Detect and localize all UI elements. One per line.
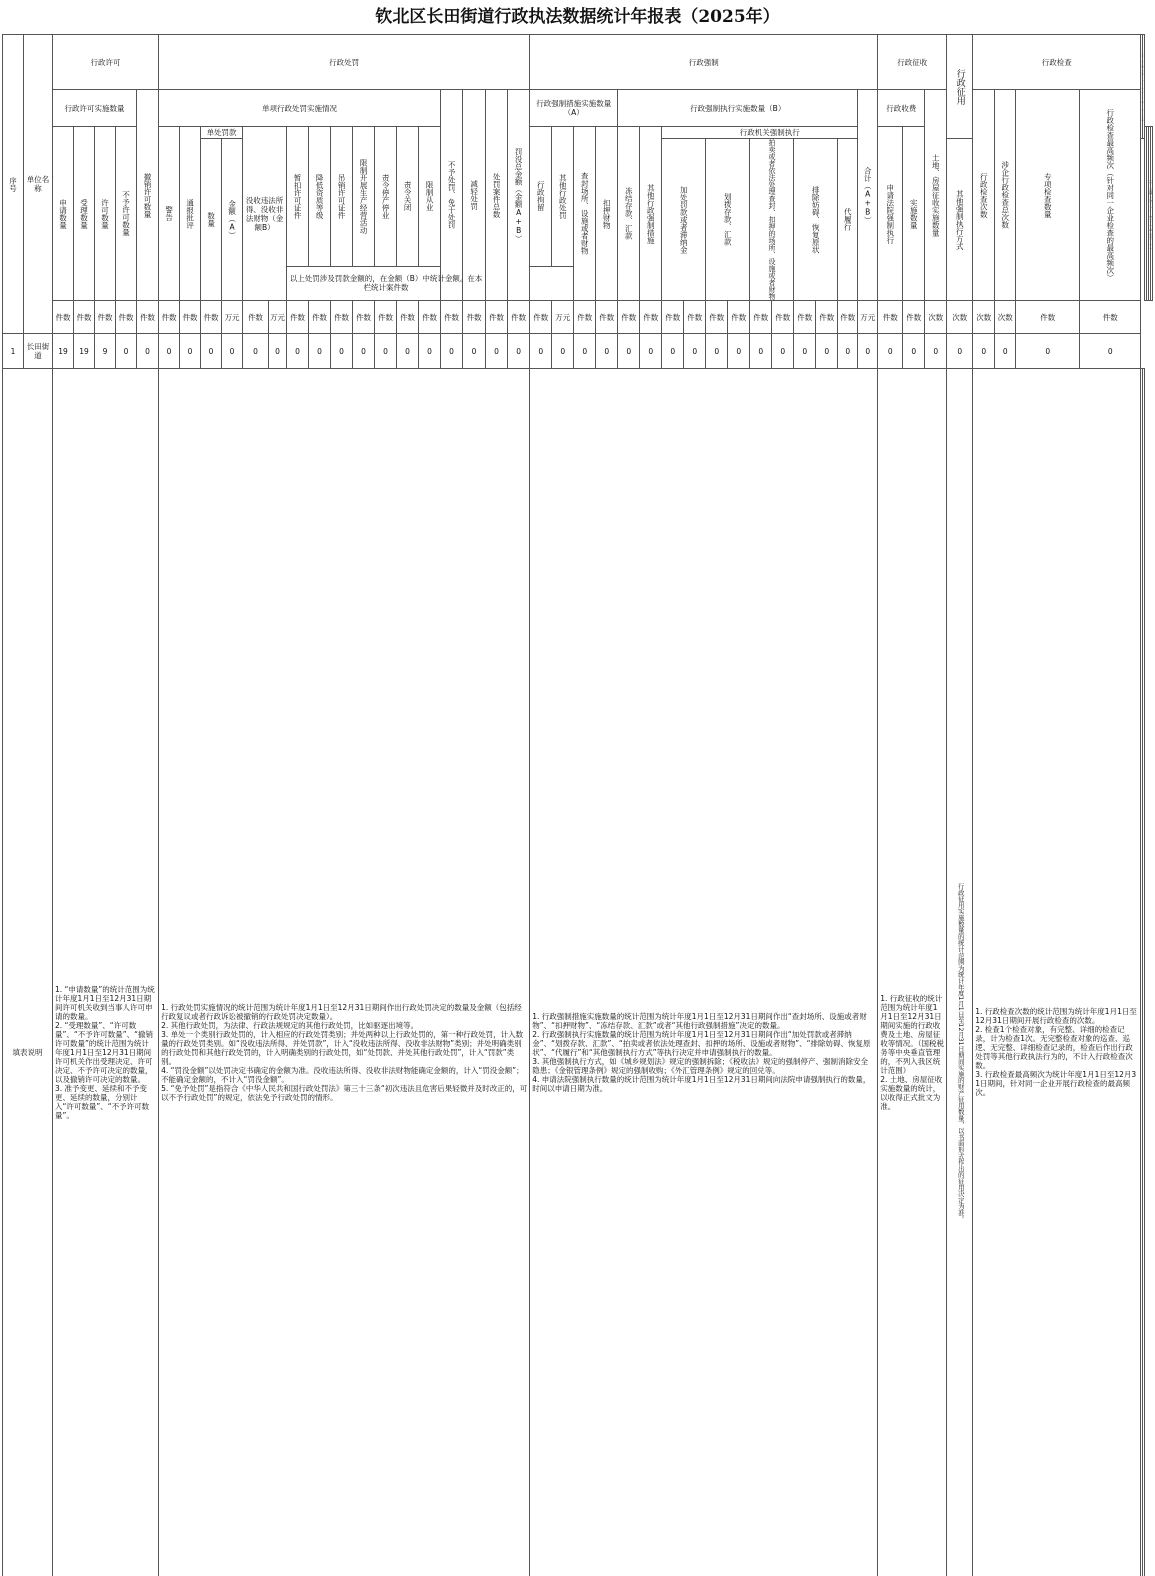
unit-cell: 件数 <box>243 301 269 334</box>
col-other-exec: 其他强制执行方式 <box>947 139 973 301</box>
value-cell: 0 <box>287 334 309 369</box>
col-insp-ent: 涉企行政检查总次数 <box>995 90 1016 301</box>
value-cell: 0 <box>222 334 243 369</box>
value-cell: 0 <box>309 334 331 369</box>
value-cell: 0 <box>1080 334 1141 369</box>
unit-cell: 次数 <box>995 301 1016 334</box>
unit-cell: 件数 <box>309 301 331 334</box>
col-revoke: 撤销许可数量 <box>137 90 159 301</box>
note-licensing: 1. “申请数量”的统计范围为统计年度1月1日至12月31日期间许可机关收到当事人许可申请的数量。 2. “受理数量”、“许可数量”、“不予许可数量”、“撤销许可数量”的统计范围为统计年度1月1日至12月31日期间许可机关作出受理决定、许可决定、不予许可决定的数量，以及撤销许可决定的数量。 3. 准予变更、延续和不予变更、延续的数量，分别计入“许可数量”、“不予许可数量”。 <box>53 369 159 1576</box>
unit-cell: 件数 <box>1080 301 1141 334</box>
value-cell: 0 <box>596 334 618 369</box>
value-cell: 0 <box>618 334 640 369</box>
col-stop-prod: 责令停产停业 <box>375 127 397 267</box>
unit-cell: 件数 <box>706 301 728 334</box>
sub-pen-fine: 单处罚款 <box>201 127 243 139</box>
value-cell: 0 <box>116 334 137 369</box>
value-cell: 0 <box>816 334 838 369</box>
unit-cell: 件数 <box>640 301 662 334</box>
col-restrict-prod: 限制开展生产经营活动 <box>353 127 375 267</box>
notes-label: 填表说明 <box>3 369 53 1576</box>
value-cell: 0 <box>973 334 995 369</box>
col-land-levy: 土地、房屋征收实施数量 <box>925 90 947 301</box>
unit-cell: 件数 <box>95 301 116 334</box>
value-cell: 19 <box>53 334 74 369</box>
value-cell: 0 <box>180 334 201 369</box>
col-court: 申请法院强制执行 <box>878 127 903 301</box>
value-cell: 0 <box>159 334 180 369</box>
col-downgrade: 降低资质等级 <box>309 127 331 267</box>
unit-cell: 件数 <box>1016 301 1080 334</box>
value-cell: 9 <box>95 334 116 369</box>
value-cell: 0 <box>331 334 353 369</box>
unit-cell: 件数 <box>287 301 309 334</box>
note-inspection: 1. 行政检查次数的统计范围为统计年度1月1日至12月31日期间开展行政检查的次数。 2. 检查1个检查对象，有完整、详细的检查记录，计为检查1次。无完整检查对象的巡查、巡逻、无完整、详细检查记录的，检查后作出行政处罚等其他行政执法行为的，不计入行政检查次数。 3. 行政检查最高频次为统计年度1月1日至12月31日期间，针对同一企业开展行政检查的最高频次。 <box>973 369 1141 1576</box>
group-levy: 行政征收 <box>878 35 947 90</box>
unit-cell: 件数 <box>530 301 552 334</box>
col-lighter: 减轻处罚 <box>463 90 486 301</box>
report-title: 钦北区长田街道行政执法数据统计年报表（2025年） <box>0 0 1155 34</box>
unit-cell: 万元 <box>858 301 878 334</box>
value-cell: 0 <box>878 334 903 369</box>
unit-cell: 万元 <box>552 301 574 334</box>
col-confiscate: 没收违法所得、没收非法财物（金额B） <box>243 127 287 301</box>
value-cell: 0 <box>552 334 574 369</box>
value-cell: 0 <box>137 334 159 369</box>
col-seize: 扣押财物 <box>596 127 618 301</box>
value-cell: 0 <box>1016 334 1080 369</box>
col-seal: 查封场所、设施或者财物 <box>574 127 596 301</box>
table-row <box>3 334 1153 369</box>
unit-cell: 件数 <box>508 301 530 334</box>
col-auction: 拍卖或者依法处理查封、扣押的场所、设施或者财物 <box>750 139 794 301</box>
unit-header: 单位名称 <box>24 35 53 334</box>
group-penalty: 行政处罚 <box>159 35 530 90</box>
value-cell: 0 <box>858 334 878 369</box>
unit-cell: 件数 <box>159 301 180 334</box>
value-cell: 0 <box>201 334 222 369</box>
unit-cell: 件数 <box>74 301 95 334</box>
value-cell: 0 <box>684 334 706 369</box>
value-cell: 0 <box>728 334 750 369</box>
col-fine-num: 数量 <box>201 139 222 301</box>
value-cell: 0 <box>772 334 794 369</box>
value-cell: 0 <box>662 334 684 369</box>
unit-cell: 件数 <box>419 301 441 334</box>
col-insp-special: 专项检查数量 <box>1016 90 1080 301</box>
col-suspend-license: 暂扣许可证件 <box>287 127 309 267</box>
col-conf-num <box>1151 127 1153 301</box>
stats-table <box>2 34 1153 1576</box>
unit-cell: 件数 <box>137 301 159 334</box>
note-penalty: 1. 行政处罚实施情况的统计范围为统计年度1月1日至12月31日期间作出行政处罚决定的数量及金额（包括经行政复议或者行政诉讼被撤销的行政处罚决定数量）。 2. 其他行政处罚，为法律、行政法规规定的其他行政处罚，比如驱逐出境等。 3. 单处一个类别行政处罚的，计入相应的行政处罚类别；并处两种以上行政处罚的，第一种行政处罚，计入数量的行政处罚类别。如“没收违法所得、并处罚款”，计入“没收违法所得、没收非法财物”类别；并处明确类别的行政处罚和其他行政处罚的，计入明确类别的行政处罚，如“处罚款、并处其他行政处罚”，计入“罚款”类别。 4. “罚没金额”以处罚决定书确定的金额为准。没收违法所得、没收非法财物能确定金额的，计入“罚没金额”；不能确定金额的，不计入“罚没金额”。 5. “免予处罚”是指符合《中华人民共和国行政处罚法》第三十三条“初次违法且危害后果轻微并及时改正的，可以不予行政处罚”的规定，依法免予行政处罚的情形。 <box>159 369 530 1576</box>
row-unit: 长田街道 <box>24 334 53 369</box>
col-warn: 警告 <box>159 127 180 301</box>
seq-header: 序号 <box>3 35 24 334</box>
col-other-pen: 其他行政处罚 <box>552 127 574 267</box>
unit-cell: 件数 <box>353 301 375 334</box>
col-fee-num: 实施数量 <box>903 127 925 301</box>
value-cell: 0 <box>486 334 508 369</box>
unit-cell: 件数 <box>53 301 74 334</box>
group-licensing: 行政许可 <box>53 35 159 90</box>
note-enforcement: 1. 行政强制措施实施数量的统计范围为统计年度1月1日至12月31日期间作出“查封场所、设施或者财物”、“扣押财物”、“冻结存款、汇款”或者“其他行政强制措施”决定的数量。 2. 行政强制执行实施数量的统计范围为统计年度1月1日至12月31日期间作出“加处罚款或者滞纳金”、“划拨存款、汇款”、“拍卖或者依法处理查封、扣押的场所、设施或者财物”、“排除妨碍、恢复原状”、“代履行”和“其他强制执行方式”等执行决定并申请强制执行的数量。 3. 其他强制执行方式，如《城乡规划法》规定的强制拆除；《税收法》规定的强制停产、强制消除安全隐患；《金银管理条例》规定的强制收购；《外汇管理条例》规定的回兑等。 4. 申请法院强制执行数量的统计范围为统计年度1月1日至12月31日期间向法院申请强制执行的数量，时间以申请日期为准。 <box>530 369 878 1576</box>
sub-enf-measure: 行政强制措施实施数量（A） <box>530 90 618 127</box>
unit-cell: 次数 <box>925 301 947 334</box>
col-detain: 行政拘留 <box>530 127 552 267</box>
sub-levy-fee: 行政收费 <box>878 90 925 127</box>
unit-cell: 件数 <box>794 301 816 334</box>
value-cell: 0 <box>353 334 375 369</box>
value-cell: 0 <box>419 334 441 369</box>
col-late-fee: 加处罚款或者滞纳金 <box>662 139 706 301</box>
unit-cell: 件数 <box>618 301 640 334</box>
unit-cell: 件数 <box>903 301 925 334</box>
col-accept: 受理数量 <box>74 127 95 301</box>
col-grant: 许可数量 <box>95 127 116 301</box>
unit-cell: 件数 <box>728 301 750 334</box>
row-seq: 1 <box>3 334 24 369</box>
value-cell: 0 <box>243 334 269 369</box>
unit-cell: 件数 <box>201 301 222 334</box>
unit-cell: 次数 <box>947 301 973 334</box>
unit-cell: 件数 <box>463 301 486 334</box>
unit-cell: 万元 <box>222 301 243 334</box>
col-restrict-job: 限制从业 <box>419 127 441 267</box>
col-substitute: 代履行 <box>838 139 858 301</box>
value-cell: 0 <box>903 334 925 369</box>
col-fine-total: 罚没总金额（金额A+B） <box>508 90 530 301</box>
col-remove: 排除妨碍、恢复原状 <box>794 139 838 301</box>
sub-pen-single: 单项行政处罚实施情况 <box>159 90 441 127</box>
group-requisition: 行政征用 <box>947 35 973 139</box>
unit-cell: 次数 <box>973 301 995 334</box>
unit-cell: 件数 <box>397 301 419 334</box>
col-close: 责令关闭 <box>397 127 419 267</box>
unit-cell: 件数 <box>375 301 397 334</box>
unit-cell: 件数 <box>331 301 353 334</box>
value-cell: 0 <box>794 334 816 369</box>
unit-cell: 件数 <box>750 301 772 334</box>
sub-enf-org: 行政机关强制执行 <box>662 127 878 139</box>
value-cell: 0 <box>441 334 463 369</box>
pen-note: 以上处罚涉及罚款金额的，在金额（B）中统计金额。在本栏统计案件数 <box>287 266 486 300</box>
note-levy: 1. 行政征收的统计范围为统计年度1月1日至12月31日期间实施的行政收费及土地、房屋征收等情况。（国税税务等中央垂直管理的，不列入我区统计范围） 2. 土地、房屋征收实施数量的统计，以收得正式批文为准。 <box>878 369 947 1576</box>
col-revoke-license: 吊销许可证件 <box>331 127 353 267</box>
note-confirmation <box>1143 369 1145 1576</box>
value-cell: 0 <box>530 334 552 369</box>
unit-cell: 万元 <box>269 301 287 334</box>
value-cell: 19 <box>74 334 95 369</box>
value-cell: 0 <box>995 334 1016 369</box>
notes-row <box>3 369 1153 1576</box>
units-row <box>3 301 1153 334</box>
unit-cell: 件数 <box>486 301 508 334</box>
value-cell: 0 <box>397 334 419 369</box>
col-transfer: 划拨存款、汇款 <box>706 139 750 301</box>
unit-cell: 件数 <box>180 301 201 334</box>
sub-lic-impl: 行政许可实施数量 <box>53 90 137 127</box>
value-cell: 0 <box>574 334 596 369</box>
unit-cell: 件数 <box>684 301 706 334</box>
value-cell: 0 <box>269 334 287 369</box>
value-cell: 0 <box>463 334 486 369</box>
value-cell: 0 <box>947 334 973 369</box>
unit-cell: 件数 <box>441 301 463 334</box>
value-cell: 0 <box>640 334 662 369</box>
unit-cell: 件数 <box>116 301 137 334</box>
note-requisition: 行政征用实施数量的统计范围为统计年度1月1日至12月31日期间实施的财产征用数量，以书面形式作出的征用决定为准。 <box>947 369 973 1576</box>
unit-cell: 件数 <box>772 301 794 334</box>
sub-enf-exec: 行政强制执行实施数量（B） <box>618 90 858 127</box>
col-no-pen: 不予处罚、免于处罚 <box>441 90 463 301</box>
col-insp-num: 行政检查次数 <box>973 90 995 301</box>
col-criticize: 通报批评 <box>180 127 201 301</box>
col-freeze: 冻结存款、汇款 <box>618 127 640 301</box>
unit-cell: 件数 <box>878 301 903 334</box>
group-enforcement: 行政强制 <box>530 35 878 90</box>
value-cell: 0 <box>925 334 947 369</box>
col-apply: 申请数量 <box>53 127 74 301</box>
group-inspection: 行政检查 <box>973 35 1141 90</box>
col-other-measure: 其他行政强制措施 <box>640 127 662 301</box>
unit-cell: 件数 <box>662 301 684 334</box>
value-cell: 0 <box>706 334 728 369</box>
unit-cell: 件数 <box>574 301 596 334</box>
col-enf-total: 合计（A+B） <box>858 90 878 301</box>
value-cell: 0 <box>375 334 397 369</box>
value-cell: 0 <box>508 334 530 369</box>
unit-cell: 件数 <box>838 301 858 334</box>
col-insp-max: 行政检查最高频次（针对同一企业检查的最高频次） <box>1080 90 1141 301</box>
col-deny: 不予许可数量 <box>116 127 137 301</box>
unit-cell: 件数 <box>596 301 618 334</box>
col-pen-cases: 处罚案件总数 <box>486 90 508 301</box>
col-fine-amount: 金额（A） <box>222 139 243 301</box>
value-cell: 0 <box>838 334 858 369</box>
unit-cell: 件数 <box>816 301 838 334</box>
value-cell: 0 <box>750 334 772 369</box>
group-confirmation <box>1143 35 1145 139</box>
